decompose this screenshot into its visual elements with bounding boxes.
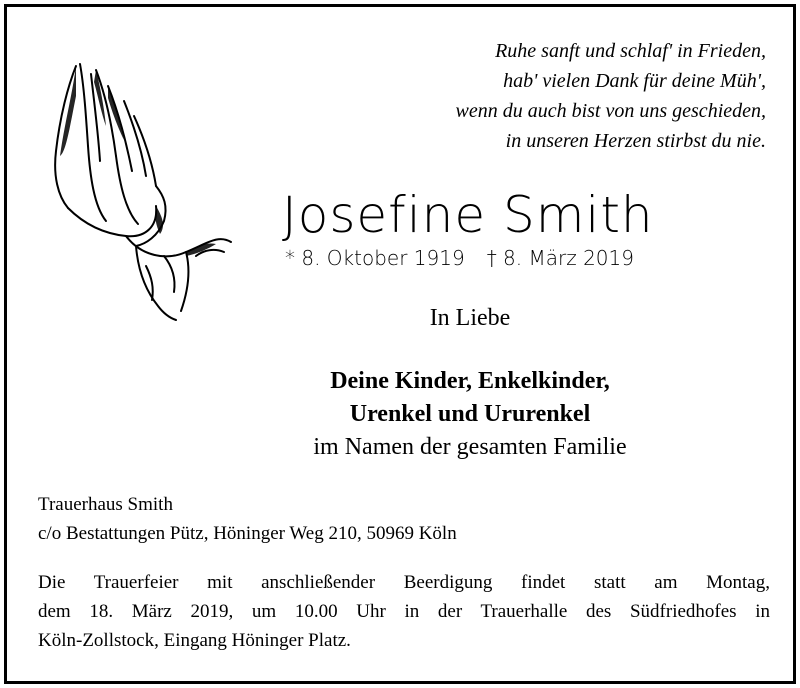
signers-line: Urenkel und Ururenkel <box>349 401 591 427</box>
signers <box>200 365 740 464</box>
deceased-name: Josefine Smith <box>282 186 654 244</box>
signers-line: im Namen der gesamten Familie <box>313 434 627 460</box>
poem-line: in unseren Herzen stirbst du nie. <box>505 130 766 152</box>
funeral-notice <box>38 568 770 655</box>
death-date: † 8. März 2019 <box>486 246 634 270</box>
message-text: In Liebe <box>429 305 511 331</box>
address-line: c/o Bestattungen Pütz, Höninger Weg 210, 50969 Köln <box>38 523 457 544</box>
poem-line: wenn du auch bist von uns geschieden, <box>455 100 766 122</box>
praying-hands-icon <box>46 56 236 326</box>
mourning-address <box>38 490 457 548</box>
poem-line: hab' vielen Dank für deine Müh', <box>503 70 766 92</box>
signers-line: Deine Kinder, Enkelkinder, <box>330 368 610 394</box>
notice-line: dem 18. März 2019, um 10.00 Uhr in der Trauerhalle des Südfriedhofes in <box>38 601 770 622</box>
address-line: Trauerhaus Smith <box>38 494 173 515</box>
notice-line: Köln-Zollstock, Eingang Höninger Platz. <box>38 630 351 651</box>
poem <box>456 36 767 156</box>
poem-line: Ruhe sanft und schlaf' in Frieden, <box>495 40 766 62</box>
life-dates <box>285 246 656 270</box>
notice-line: Die Trauerfeier mit anschließender Beerdigung findet statt am Montag, <box>38 572 770 593</box>
birth-date: * 8. Oktober 1919 <box>285 246 465 270</box>
